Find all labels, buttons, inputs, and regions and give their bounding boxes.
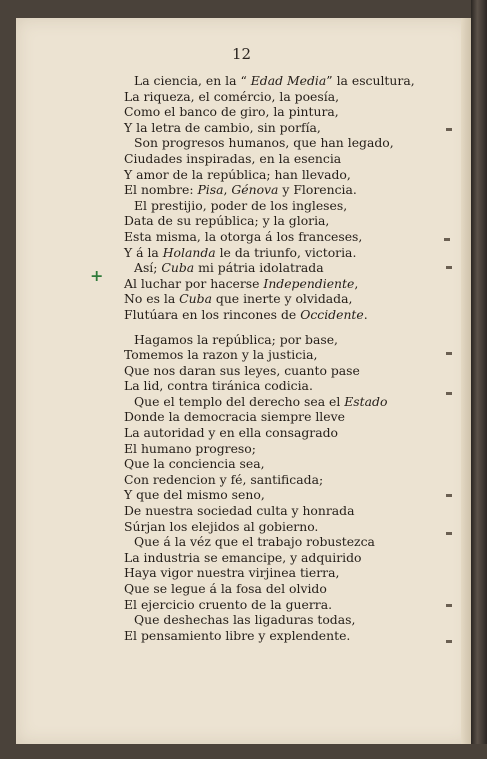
poem-line [124,229,415,245]
poem-italic-text: Cuba [161,260,195,276]
poem-text-segment: Que la conciencia sea, [124,456,265,472]
poem-line [124,73,415,89]
poem-text-segment: El nombre: [124,182,198,198]
poem-italic-text: Estado [344,393,388,409]
poem-text-segment: Tomemos la razon y la justicia, [124,347,318,363]
page-number: 12 [232,45,252,63]
poem-text-segment: El humano progreso; [124,440,256,456]
poem-text-segment: La autoridad y en ella consagrado [124,425,338,441]
poem-text-segment: Y la letra de cambio, sin porfía, [124,119,321,135]
poem-text-segment: Así; [134,260,162,276]
poem-text-segment: El ejercicio cruento de la guerra. [124,596,333,612]
poem-line [124,378,415,394]
poem-text-segment: Y que del mismo seno, [124,487,265,503]
book-spine [471,0,487,759]
poem-line [124,565,415,581]
poem-line [124,519,415,535]
poem-text-segment: Donde la democracia siempre lleve [124,409,345,425]
poem-line [124,332,415,348]
poem-text-segment: Como el banco de giro, la pintura, [124,104,339,120]
poem-text-segment: La lid, contra tiránica codicia. [124,378,313,394]
poem-line [124,135,415,151]
poem-line [124,260,415,276]
poem-text-segment: y Florencia. [278,182,357,198]
poem-italic-text: Edad Media [250,73,327,88]
margin-mark [446,640,452,643]
poem-line [124,198,415,214]
poem-text-segment: Con redencion y fé, santificada; [124,471,324,487]
poem-text-segment: La ciencia, en la “ [134,73,251,88]
poem-text-segment: . [363,306,368,322]
poem-text-segment: que inerte y olvidada, [211,291,353,307]
poem-line [124,581,415,597]
poem-italic-text: Occidente [300,306,364,322]
poem-italic-text: Holanda [162,244,216,260]
poem-text-segment: Y amor de la república; han llevado, [124,166,351,182]
poem-line [124,213,415,229]
margin-cross-mark: + [90,266,104,285]
poem-text-segment: Esta misma, la otorga á los franceses, [124,228,363,244]
margin-mark [446,352,452,355]
poem-text-segment: Súrjan los elejidos al gobierno. [124,518,319,534]
poem-italic-text: Independiente [263,275,355,291]
poem-text-segment: La riqueza, el comércio, la poesía, [124,88,340,104]
poem-line [124,182,415,198]
margin-mark [446,266,452,269]
poem-line [124,456,415,472]
poem-text-segment: De nuestra sociedad culta y honrada [124,503,355,519]
poem-line [124,245,415,261]
poem-text-segment: Hagamos la república; por base, [134,331,338,347]
poem-text-segment: Flutúara en los rincones de [124,306,301,322]
poem-line [124,597,415,613]
poem-text-segment: Que á la véz que el trabajo robustezca [134,534,375,550]
poem-line [124,89,415,105]
poem-text-segment: Data de su república; y la gloria, [124,213,330,229]
poem-line [124,425,415,441]
poem-text-segment: Al luchar por hacerse [124,275,264,291]
poem-text-segment: ” la escultura, [326,73,415,88]
poem-line [124,363,415,379]
poem-line [124,409,415,425]
scan-bottom-edge [0,744,487,759]
poem-line [124,120,415,136]
poem-text-segment: No es la [124,291,180,307]
poem-text-segment: mi pátria idolatrada [194,260,324,276]
poem-text-segment: Ciudades inspiradas, en la esencia [124,150,342,166]
poem-line [124,628,415,644]
poem-italic-text: Cuba [179,291,212,307]
poem-text-segment: Que nos daran sus leyes, cuanto pase [124,362,360,378]
margin-mark [446,128,452,131]
poem-text-segment: Que deshechas las ligaduras todas, [134,612,356,628]
poem-line [124,276,415,292]
poem-line [124,307,415,323]
poem-line [124,550,415,566]
poem-text-segment: La industria se emancipe, y adquirido [124,549,362,565]
poem-text-segment: Que el templo del derecho sea el [134,393,345,409]
poem-line [124,291,415,307]
poem-italic-text: Génova [231,182,279,198]
poem-text-segment: Haya vigor nuestra virjinea tierra, [124,565,340,581]
margin-mark [446,392,452,395]
poem-line [124,104,415,120]
poem-line [124,167,415,183]
poem-text-segment: Y á la [124,244,163,260]
poem-line [124,347,415,363]
poem-text [124,73,415,643]
margin-mark [444,238,450,241]
poem-text-segment: , [223,182,232,198]
poem-text-segment: le da triunfo, victoria. [215,244,357,260]
poem-line [124,534,415,550]
poem-text-segment: Que se legue á la fosa del olvido [124,581,327,596]
poem-line [124,503,415,519]
poem-italic-text: Pisa [197,182,224,198]
poem-line [124,151,415,167]
poem-text-segment: Son progresos humanos, que han legado, [134,135,394,151]
margin-mark [446,604,452,607]
poem-text-segment: El pensamiento libre y explendente. [124,627,351,643]
poem-text-segment: , [354,275,359,291]
poem-text-segment: El prestijio, poder de los ingleses, [134,197,348,213]
poem-line [124,612,415,628]
margin-mark [446,494,452,497]
poem-line [124,394,415,410]
margin-mark [446,532,452,535]
poem-line [124,441,415,457]
page-fold [461,18,471,744]
poem-line [124,487,415,503]
poem-line [124,472,415,488]
